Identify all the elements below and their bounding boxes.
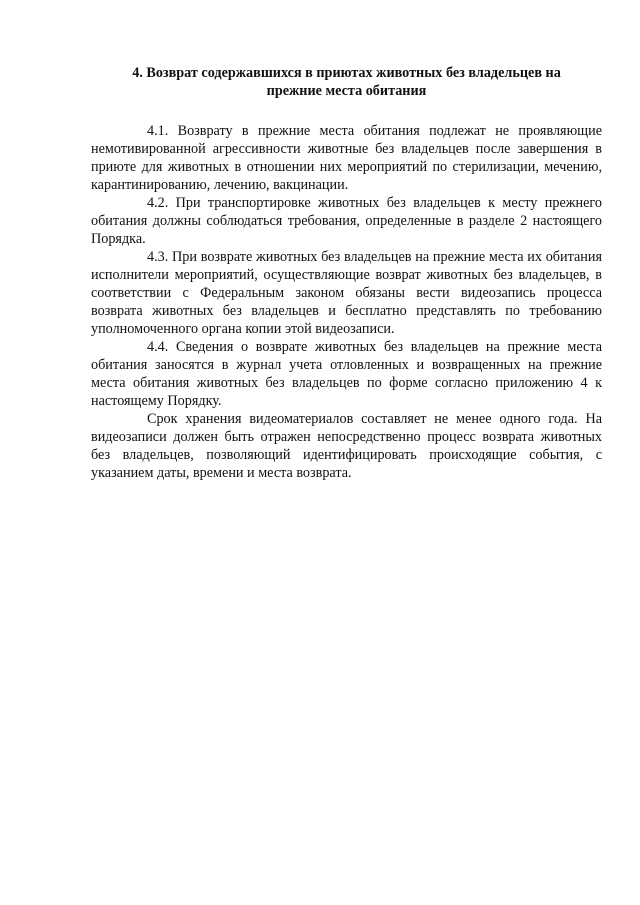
paragraph-4-1: 4.1. Возврату в прежние места обитания подлежат не проявляющие немотивированной агрессивности животные без владельцев после завершения в приюте для животных в отношении них мероприятий по стерилизации, мечению, карантинированию, лечению, вакцинации. [91,123,602,193]
paragraph-4-3: 4.3. При возврате животных без владельцев на прежние места их обитания исполнители мероприятий, осуществляющие возврат животных без владельцев, в соответствии с Федеральным законом обязаны вести видеозапись процесса возврата животных без владельцев и бесплатно представлять по требованию уполномоченного органа копии этой видеозаписи. [91,249,602,337]
document-body [91,64,602,482]
paragraph-4-4: 4.4. Сведения о возврате животных без владельцев на прежние места обитания заносятся в журнал учета отловленных и возвращенных на прежние места обитания животных без владельцев по форме согласно приложению 4 к настоящему Порядку. [91,339,602,409]
section-heading [91,64,602,100]
paragraph-storage-term: Срок хранения видеоматериалов составляет не менее одного года. На видеозаписи должен быть отражен непосредственно процесс возврата животных без владельцев, позволяющий идентифицировать происходящие события, с указанием даты, времени и места возврата. [91,411,602,481]
section-heading-line-2: прежние места обитания [266,83,427,99]
section-heading-line-1: 4. Возврат содержавшихся в приютах животных без владельцев на [132,65,561,81]
paragraph-4-2: 4.2. При транспортировке животных без владельцев к месту прежнего обитания должны соблюдаться требования, определенные в разделе 2 настоящего Порядка. [91,195,602,247]
